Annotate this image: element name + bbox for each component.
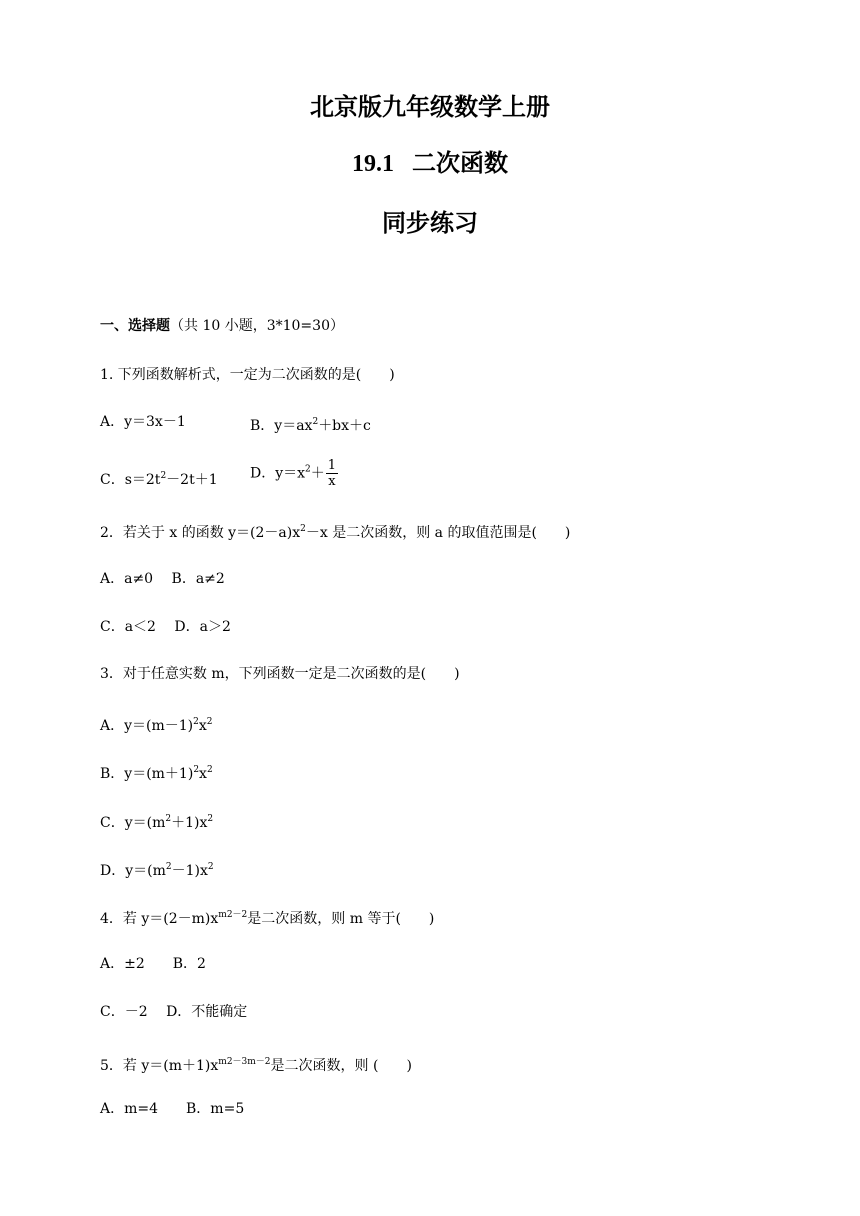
question-4-options-cd: C．－2 D．不能确定 <box>100 1004 248 1020</box>
question-3-option-b: B．$y=(m+1)^2x^2$ <box>100 765 213 782</box>
fraction: $\frac{1}{x}$ <box>327 458 337 489</box>
question-3-option-d: D．$y=(m^2-1)x^2$ <box>100 862 214 879</box>
question-3-option-a: A．$y=(m-1)^2x^2$ <box>100 717 213 734</box>
question-1-option-d: D．$y=x^2+$ $\frac{1}{x}$ <box>250 458 337 489</box>
question-1-option-c: C．$s=2t^2-2t+1$ <box>100 471 218 488</box>
section-name: 二次函数 <box>412 148 508 177</box>
question-4-stem: 4．若 $y=(2-m)x^{m2-2}$是二次函数，则 m 等于( ) <box>100 910 435 927</box>
question-1-stem: 1. 下列函数解析式，一定为二次函数的是( ) <box>100 367 395 383</box>
section-heading <box>0 148 860 179</box>
document-title: 北京版九年级数学上册 <box>310 92 550 121</box>
question-3-stem: 3．对于任意实数 m，下列函数一定是二次函数的是( ) <box>100 666 460 682</box>
question-1-option-a: A．y＝3x－1 <box>100 414 186 430</box>
question-4-options-ab: A．±2 B．2 <box>100 956 206 972</box>
part-heading <box>100 316 344 336</box>
question-5-options-ab: A．m=4 B．m=5 <box>100 1101 245 1117</box>
question-1-option-b: B．$y=ax^2+bx+c$ <box>250 417 371 434</box>
section-number: 19.1 <box>352 151 394 177</box>
question-2-options-cd: C．a＜2 D．a＞2 <box>100 619 231 635</box>
question-5-stem: 5．若 $y=(m+1)x^{m2-3m-2}$是二次函数，则 ( ) <box>100 1057 412 1074</box>
question-2-stem: 2．若关于 x 的函数 $y=(2-a)x^2-x$ 是二次函数，则 a 的取值范围是( ) <box>100 524 571 541</box>
part-title: 一、选择题 <box>100 318 170 334</box>
question-3-option-c: C．$y=(m^2+1)x^2$ <box>100 814 214 831</box>
document-subtitle: 同步练习 <box>382 208 478 237</box>
question-2-options-ab: A．a≠0 B．a≠2 <box>100 571 225 587</box>
part-subtitle: （共 10 小题，3*10=30） <box>170 318 344 334</box>
